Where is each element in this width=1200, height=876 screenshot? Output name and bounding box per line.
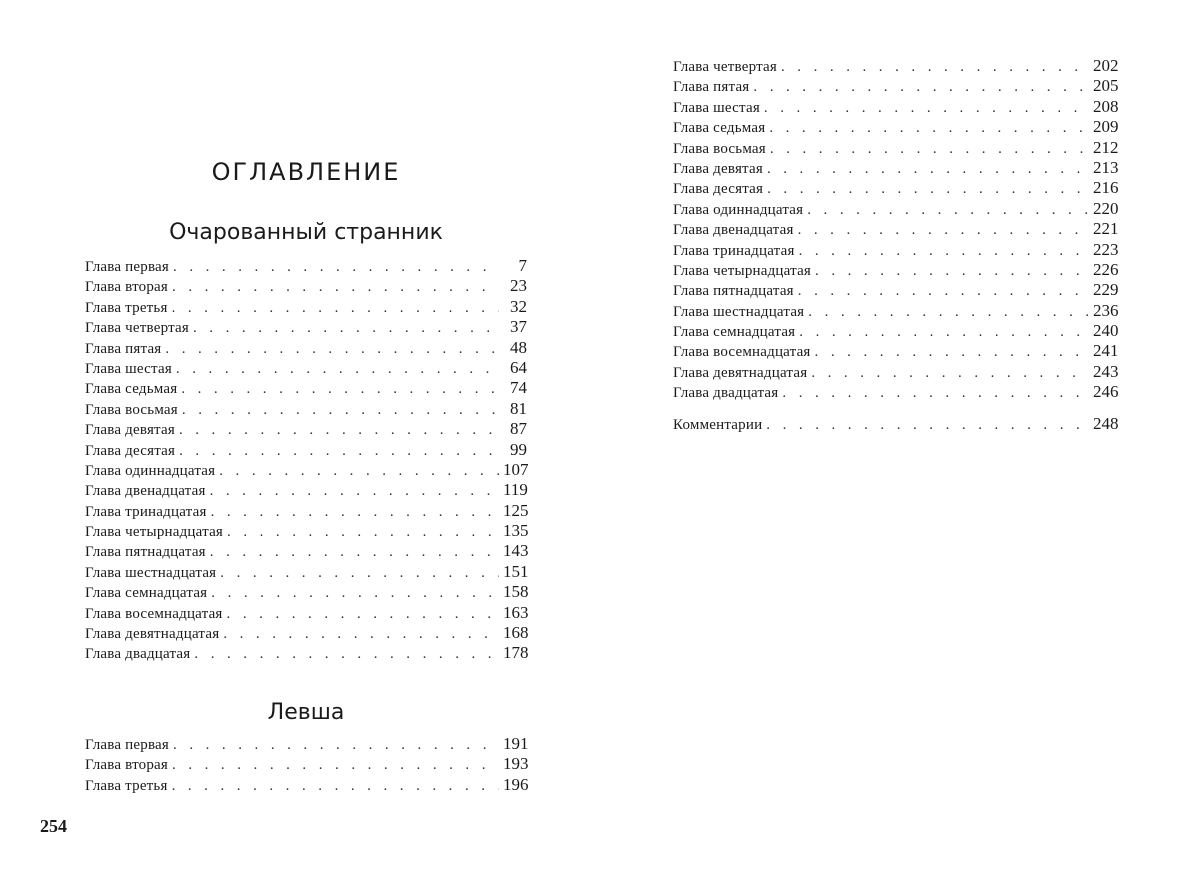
toc-list-enchanted-wanderer [85, 256, 527, 664]
toc-entry-label: Глава двенадцатая [85, 483, 206, 500]
dot-leader [194, 644, 499, 664]
toc-entry[interactable] [85, 541, 527, 561]
toc-entry-page: 248 [1093, 414, 1119, 433]
toc-entry-page: 226 [1093, 259, 1119, 279]
toc-entry-page: 119 [503, 480, 528, 500]
toc-entry[interactable] [85, 419, 527, 439]
toc-entry[interactable] [85, 358, 527, 378]
toc-list-levsha-part1 [85, 734, 527, 795]
dot-leader [807, 200, 1089, 220]
toc-entry-page: 37 [510, 317, 527, 337]
toc-entry-page: 243 [1093, 361, 1119, 381]
toc-entry[interactable] [85, 775, 527, 795]
dot-leader [193, 318, 499, 338]
toc-entry-page: 220 [1093, 198, 1119, 218]
toc-entry-label: Глава девятая [673, 160, 763, 177]
toc-entry-label: Глава пятая [673, 79, 750, 96]
dot-leader [798, 220, 1089, 240]
toc-entry-label: Глава шестая [85, 360, 172, 377]
toc-entry[interactable] [673, 76, 1117, 96]
dot-leader [220, 563, 499, 583]
dot-leader [172, 277, 499, 297]
toc-entry-label: Глава третья [85, 299, 168, 316]
toc-entry-page: 151 [503, 561, 529, 581]
toc-entry[interactable] [673, 158, 1117, 178]
dot-leader [781, 57, 1089, 77]
dot-leader [766, 415, 1089, 435]
toc-entry[interactable] [673, 280, 1117, 300]
toc-entry[interactable] [673, 199, 1117, 219]
toc-entry[interactable] [673, 260, 1117, 280]
toc-entry-label: Глава седьмая [673, 120, 766, 137]
toc-entry-label: Глава тринадцатая [673, 242, 795, 259]
toc-entry-label: Комментарии [673, 417, 763, 433]
toc-entry-page: 229 [1093, 280, 1119, 300]
toc-entry[interactable] [673, 178, 1117, 198]
dot-leader [219, 461, 499, 481]
toc-entry[interactable] [673, 240, 1117, 260]
toc-entry[interactable] [85, 256, 527, 276]
dot-leader [182, 400, 499, 420]
toc-entry-page: 135 [503, 521, 529, 541]
right-page [600, 0, 1200, 876]
toc-entry-label: Глава девятнадцатая [85, 626, 220, 643]
toc-entry-page: 64 [510, 357, 527, 377]
toc-entry-label: Глава шестнадцатая [673, 303, 805, 320]
dot-leader [770, 139, 1089, 159]
toc-entry[interactable] [85, 603, 527, 623]
dot-leader [815, 261, 1089, 281]
toc-entry[interactable] [85, 440, 527, 460]
toc-entry[interactable] [85, 317, 527, 337]
toc-entry-page: 107 [503, 459, 529, 479]
toc-entry-label: Глава третья [85, 777, 168, 794]
toc-entry[interactable] [85, 460, 527, 480]
toc-entry-page: 212 [1093, 137, 1119, 157]
toc-entry[interactable] [85, 623, 527, 643]
dot-leader [227, 604, 499, 624]
dot-leader [210, 542, 499, 562]
dot-leader [815, 342, 1089, 362]
dot-leader [211, 583, 499, 603]
toc-entry[interactable] [673, 301, 1117, 321]
dot-leader [172, 755, 499, 775]
toc-entry[interactable] [85, 297, 527, 317]
dot-leader [799, 241, 1089, 261]
toc-entry-page: 209 [1093, 117, 1119, 137]
toc-entry[interactable] [673, 362, 1117, 382]
toc-entry[interactable] [673, 321, 1117, 341]
dot-leader [227, 522, 499, 542]
toc-entry-page: 193 [503, 754, 529, 774]
toc-entry-page: 23 [510, 276, 527, 296]
toc-entry-page: 178 [503, 643, 529, 663]
dot-leader [798, 281, 1089, 301]
toc-entry-label: Глава тринадцатая [85, 503, 207, 520]
toc-entry[interactable] [85, 399, 527, 419]
toc-entry-page: 143 [503, 541, 529, 561]
toc-entry-label: Глава восьмая [673, 140, 766, 157]
toc-list-comments [673, 414, 1117, 434]
toc-entry-page: 99 [510, 439, 527, 459]
toc-entry-page: 216 [1093, 178, 1119, 198]
toc-entry-page: 87 [510, 419, 527, 439]
toc-entry[interactable] [85, 754, 527, 774]
toc-entry-label: Глава шестая [673, 99, 760, 116]
toc-entry-label: Глава одиннадцатая [673, 201, 804, 218]
section-title-levsha: Левша [267, 700, 345, 725]
dot-leader [172, 298, 499, 318]
toc-entry[interactable] [673, 56, 1117, 76]
dot-leader [172, 776, 499, 796]
toc-entry-page: 7 [518, 256, 527, 275]
toc-entry-page: 74 [510, 378, 527, 398]
toc-entry-label: Глава пятнадцатая [673, 283, 794, 300]
toc-entry[interactable] [85, 734, 527, 754]
toc-entry[interactable] [85, 338, 527, 358]
toc-title: ОГЛАВЛЕНИЕ [211, 158, 401, 186]
toc-entry-label: Глава семнадцатая [673, 324, 796, 341]
toc-entry-page: 163 [503, 602, 529, 622]
toc-entry[interactable] [673, 97, 1117, 117]
toc-entry-page: 246 [1093, 382, 1119, 402]
toc-entry[interactable] [673, 138, 1117, 158]
toc-entry-page: 213 [1093, 157, 1119, 177]
toc-entry-page: 240 [1093, 321, 1119, 341]
toc-entry-label: Глава восемнадцатая [85, 605, 223, 622]
dot-leader [811, 363, 1089, 383]
toc-entry[interactable] [85, 582, 527, 602]
toc-entry-label: Глава седьмая [85, 381, 178, 398]
toc-entry-label: Глава четвертая [85, 320, 189, 337]
dot-leader [165, 339, 499, 359]
toc-entry-page: 32 [510, 296, 527, 316]
toc-entry[interactable] [85, 480, 527, 500]
toc-entry[interactable] [85, 521, 527, 541]
toc-entry-label: Глава вторая [85, 757, 169, 774]
toc-entry-label: Глава первая [85, 259, 170, 275]
toc-entry[interactable] [85, 643, 527, 663]
toc-entry[interactable] [85, 378, 527, 398]
dot-leader [176, 359, 499, 379]
dot-leader [753, 77, 1089, 97]
toc-entry-label: Глава первая [85, 737, 170, 753]
dot-leader [223, 624, 499, 644]
toc-entry-page: 48 [510, 337, 527, 357]
toc-entry-page: 208 [1093, 96, 1119, 116]
dot-leader [179, 441, 499, 461]
dot-leader [799, 322, 1089, 342]
toc-entry-label: Глава одиннадцатая [85, 462, 216, 479]
toc-entry-label: Глава четвертая [673, 59, 777, 75]
dot-leader [179, 420, 499, 440]
toc-entry-label: Глава семнадцатая [85, 585, 208, 602]
dot-leader [808, 302, 1089, 322]
toc-entry-label: Глава девятнадцатая [673, 364, 808, 381]
toc-entry-label: Глава четырнадцатая [673, 262, 812, 279]
toc-entry-label: Глава девятая [85, 422, 175, 439]
toc-entry[interactable] [85, 276, 527, 296]
toc-entry-page: 205 [1093, 76, 1119, 96]
page-number: 254 [40, 816, 67, 836]
toc-entry[interactable] [85, 562, 527, 582]
toc-entry-page: 81 [510, 398, 527, 418]
toc-entry-page: 241 [1093, 341, 1119, 361]
toc-entry[interactable] [673, 219, 1117, 239]
dot-leader [767, 179, 1089, 199]
toc-entry-page: 168 [503, 623, 529, 643]
dot-leader [764, 98, 1089, 118]
dot-leader [767, 159, 1089, 179]
toc-entry-label: Глава восьмая [85, 401, 178, 418]
dot-leader [782, 383, 1089, 403]
dot-leader [173, 257, 499, 277]
toc-entry-page: 202 [1093, 56, 1119, 75]
toc-entry-page: 221 [1093, 219, 1119, 239]
dot-leader [211, 502, 499, 522]
toc-entry-label: Глава пятнадцатая [85, 544, 206, 561]
toc-entry-label: Глава десятая [673, 181, 764, 198]
toc-entry-page: 158 [503, 582, 529, 602]
dot-leader [210, 481, 499, 501]
dot-leader [181, 379, 499, 399]
toc-entry-label: Глава четырнадцатая [85, 524, 224, 541]
dot-leader [173, 735, 499, 755]
toc-entry-label: Глава восемнадцатая [673, 344, 811, 361]
toc-entry-page: 125 [503, 500, 529, 520]
toc-entry[interactable] [85, 501, 527, 521]
toc-list-levsha-part2 [673, 56, 1117, 403]
toc-entry-label: Глава двенадцатая [673, 222, 794, 239]
section-title-enchanted-wanderer: Очарованный странник [169, 220, 443, 245]
toc-entry-label: Глава двадцатая [673, 385, 779, 402]
toc-entry-page: 191 [503, 734, 529, 753]
toc-entry-page: 223 [1093, 239, 1119, 259]
toc-entry-label: Глава шестнадцатая [85, 564, 217, 581]
toc-entry-label: Глава десятая [85, 442, 176, 459]
toc-entry-label: Глава пятая [85, 340, 162, 357]
toc-entry[interactable] [673, 117, 1117, 137]
toc-entry-page: 236 [1093, 300, 1119, 320]
toc-entry-label: Глава двадцатая [85, 646, 191, 663]
toc-entry-comments[interactable] [673, 414, 1117, 434]
toc-entry[interactable] [673, 341, 1117, 361]
toc-entry[interactable] [673, 382, 1117, 402]
toc-entry-page: 196 [503, 774, 529, 794]
dot-leader [769, 118, 1089, 138]
toc-entry-label: Глава вторая [85, 279, 169, 296]
